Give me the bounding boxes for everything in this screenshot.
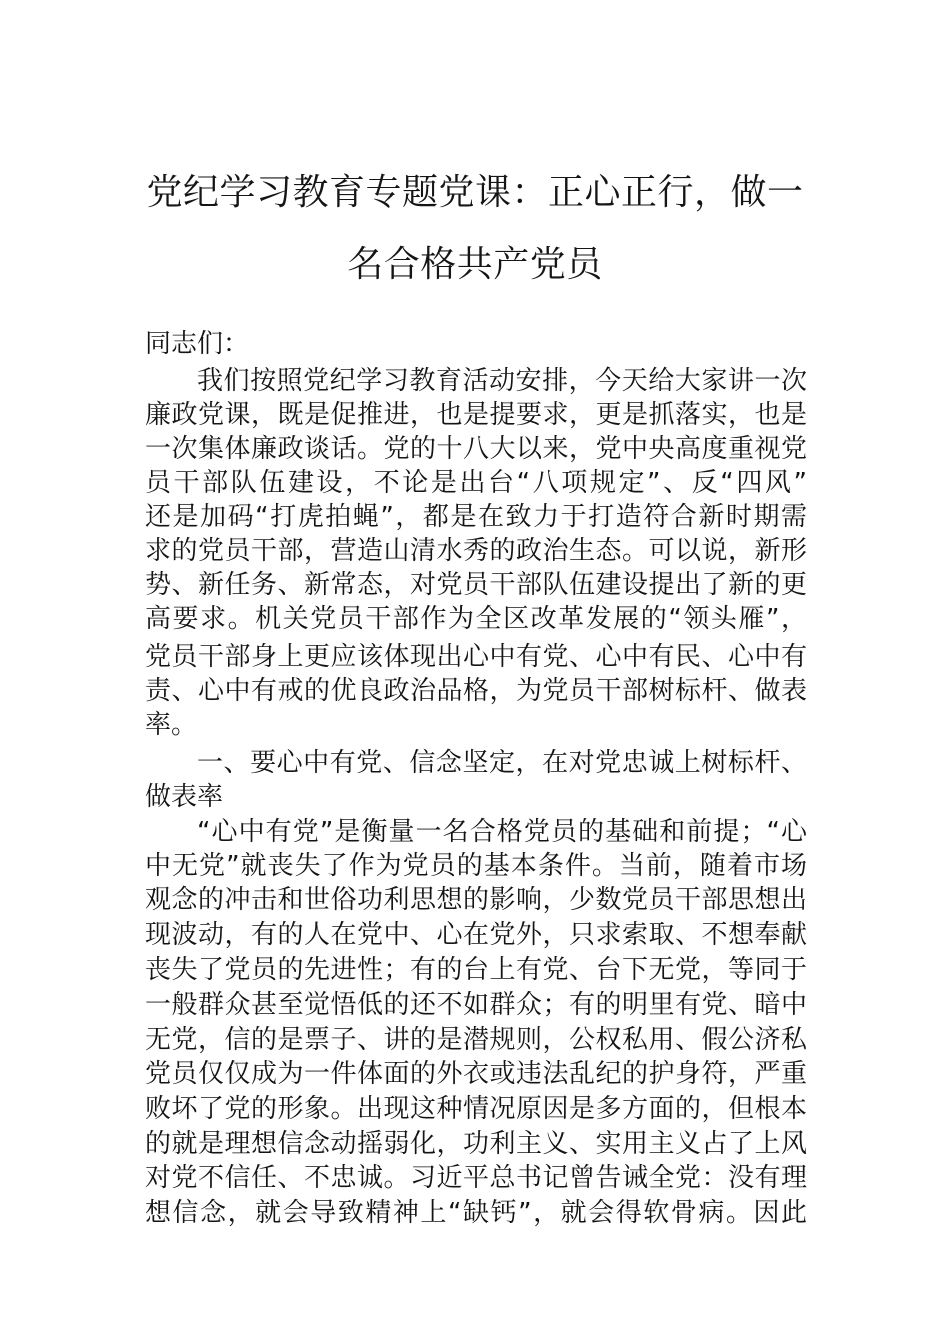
document-title-line-1: 党纪学习教育专题党课：正心正行，做一 [146,172,804,213]
paragraph-1-line: 还是加码“打虎拍蝇”，都是在致力于打造符合新时期需 [145,502,807,532]
paragraph-2-line: 丧失了党员的先进性；有的台上有党、台下无党，等同于 [145,955,807,985]
paragraph-1-line: 率。 [145,710,198,740]
paragraph-2-line: “心中有党”是衡量一名合格党员的基础和前提；“心 [197,817,807,847]
paragraph-1-line: 党员干部身上更应该体现出心中有党、心中有民、心中有 [145,642,807,672]
paragraph-2-line: 现波动，有的人在党中、心在党外，只求索取、不想奉献 [145,920,807,950]
paragraph-1-line: 廉政党课，既是促推进，也是提要求，更是抓落实，也是 [145,400,807,430]
paragraph-1-line: 责、心中有戒的优良政治品格，为党员干部树标杆、做表 [145,676,807,706]
section-heading-line: 做表率 [145,782,224,812]
paragraph-2-line: 对党不信任、不忠诚。习近平总书记曾告诫全党：没有理 [145,1163,807,1193]
paragraph-1-line: 高要求。机关党员干部作为全区改革发展的“领头雁”， [145,604,807,634]
paragraph-1-line: 员干部队伍建设，不论是出台“八项规定”、反“四风” [145,468,807,498]
paragraph-1-line: 我们按照党纪学习教育活动安排，今天给大家讲一次 [197,366,807,396]
paragraph-2-line: 一般群众甚至觉悟低的还不如群众；有的明里有党、暗中 [145,990,807,1020]
paragraph-2-line: 观念的冲击和世俗功利思想的影响，少数党员干部思想出 [145,885,807,915]
document-title-line-2: 名合格共产党员 [347,244,603,285]
paragraph-1-line: 势、新任务、新常态，对党员干部队伍建设提出了新的更 [145,570,807,600]
paragraph-2-line: 想信念，就会导致精神上“缺钙”，就会得软骨病。因此 [145,1198,807,1228]
paragraph-2-line: 党员仅仅成为一件体面的外衣或违法乱纪的护身符，严重 [145,1059,807,1089]
paragraph-2-line: 无党，信的是票子、讲的是潜规则，公权私用、假公济私 [145,1025,807,1055]
paragraph-1-line: 一次集体廉政谈话。党的十八大以来，党中央高度重视党 [145,434,807,464]
paragraph-1-line: 求的党员干部，营造山清水秀的政治生态。可以说，新形 [145,536,807,566]
paragraph-2-line: 的就是理想信念动摇弱化，功利主义、实用主义占了上风 [145,1129,807,1159]
paragraph-2-line: 败坏了党的形象。出现这种情况原因是多方面的，但根本 [145,1094,807,1124]
section-heading-line: 一、要心中有党、信念坚定，在对党忠诚上树标杆、 [197,748,807,778]
paragraph-2-line: 中无党”就丧失了作为党员的基本条件。当前，随着市场 [145,851,807,881]
salutation: 同志们： [145,329,250,359]
